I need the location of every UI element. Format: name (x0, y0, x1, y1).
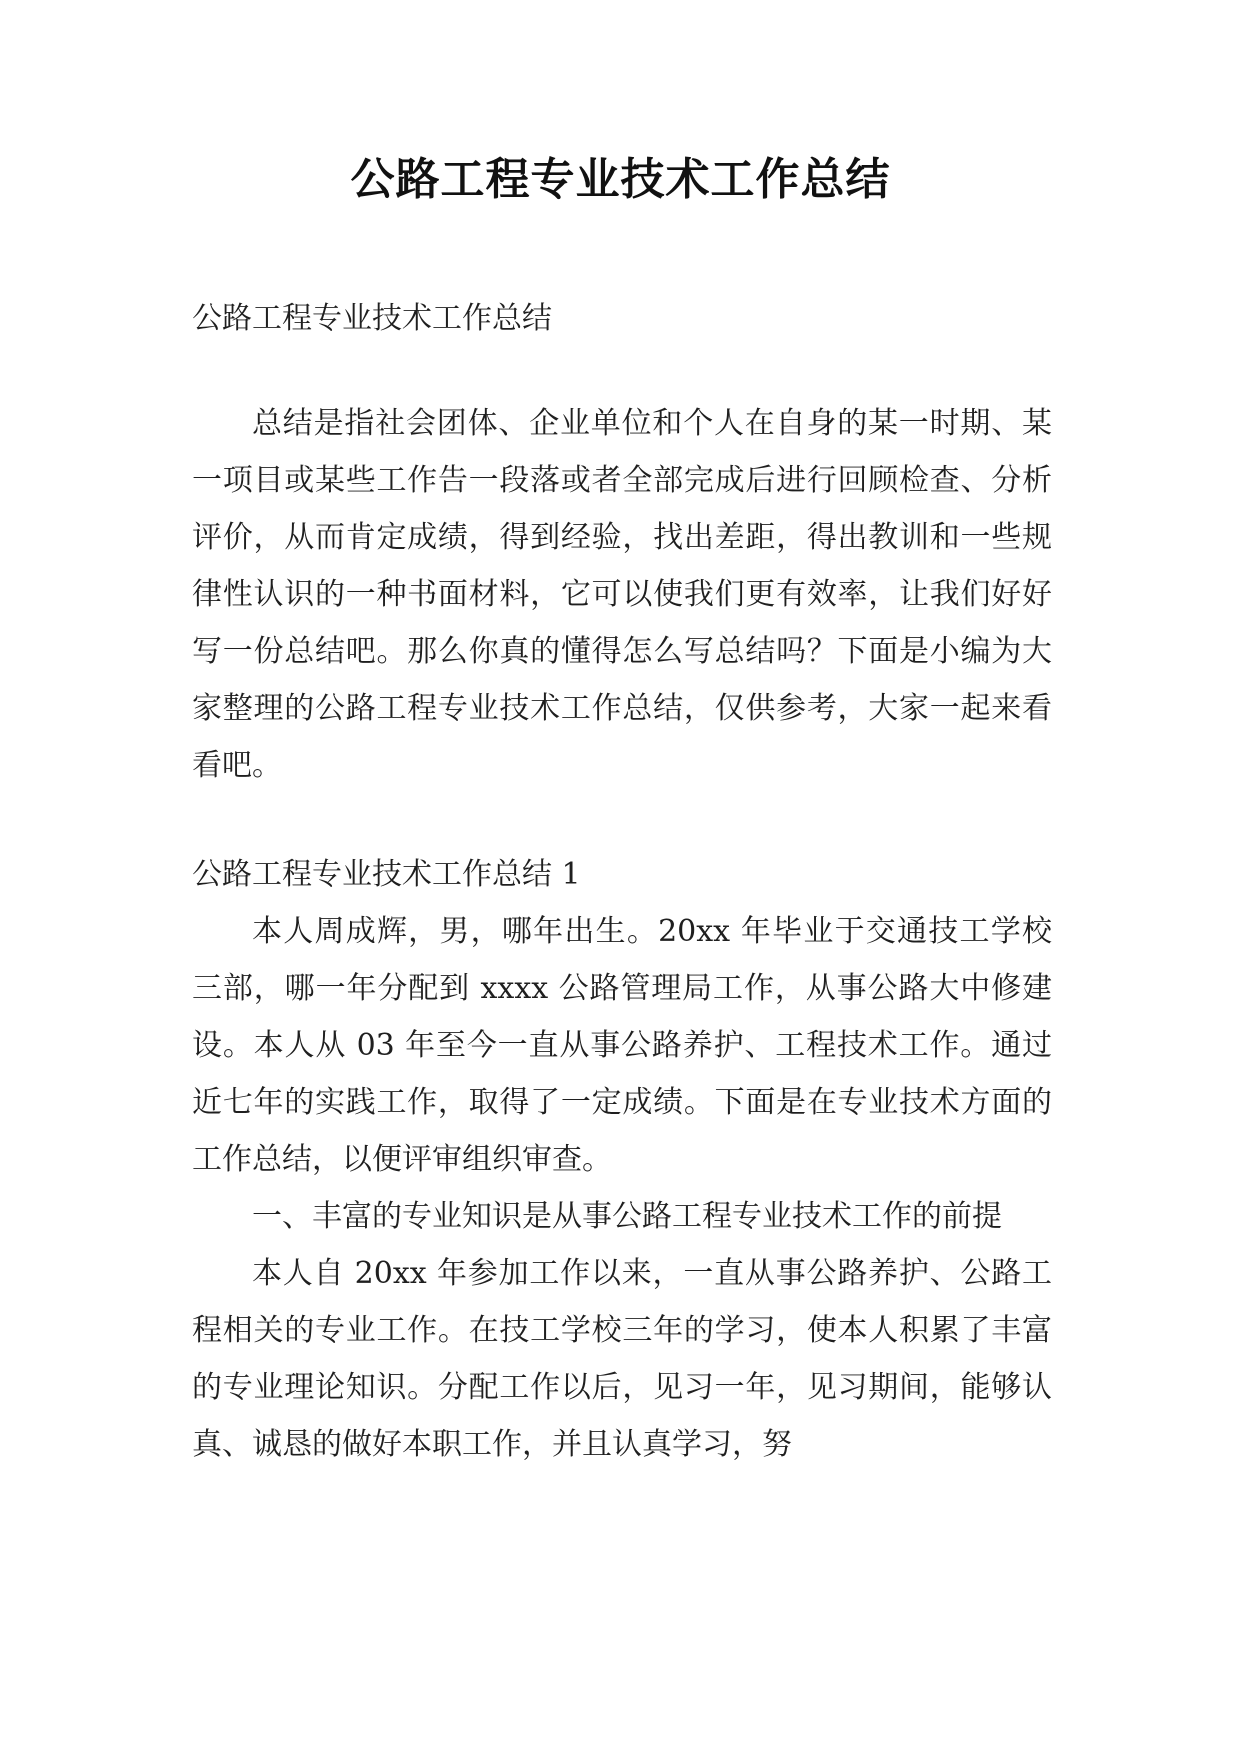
paragraph-gap (192, 347, 1052, 395)
document-body (192, 290, 1052, 1473)
section-heading: 公路工程专业技术工作总结 1 (192, 857, 581, 892)
document-title: 公路工程专业技术工作总结 (350, 154, 891, 205)
paragraph-gap (192, 794, 1052, 846)
body-paragraph: 本人周成辉，男，哪年出生。20xx 年毕业于交通技工学校三部，哪一年分配到 xxxx 公路管理局工作，从事公路大中修建设。本人从 03 年至今一直从事公路养护、工程技术工作。通过近七年的实践工作，取得了一定成绩。下面是在专业技术方面的工作总结，以便评审组织审查。 (192, 914, 1052, 1177)
subtitle-paragraph: 公路工程专业技术工作总结 (192, 301, 552, 336)
body-heading-paragraph: 一、丰富的专业知识是从事公路工程专业技术工作的前提 (252, 1199, 1002, 1234)
body-paragraph: 本人自 20xx 年参加工作以来，一直从事公路养护、公路工程相关的专业工作。在技工学校三年的学习，使本人积累了丰富的专业理论知识。分配工作以后，见习一年，见习期间，能够认真、诚恳的做好本职工作，并且认真学习，努 (192, 1256, 1052, 1462)
intro-paragraph: 总结是指社会团体、企业单位和个人在自身的某一时期、某一项目或某些工作告一段落或者全部完成后进行回顾检查、分析评价，从而肯定成绩，得到经验，找出差距，得出教训和一些规律性认识的一种书面材料，它可以使我们更有效率，让我们好好写一份总结吧。那么你真的懂得怎么写总结吗？下面是小编为大家整理的公路工程专业技术工作总结，仅供参考，大家一起来看看吧。 (192, 406, 1052, 783)
